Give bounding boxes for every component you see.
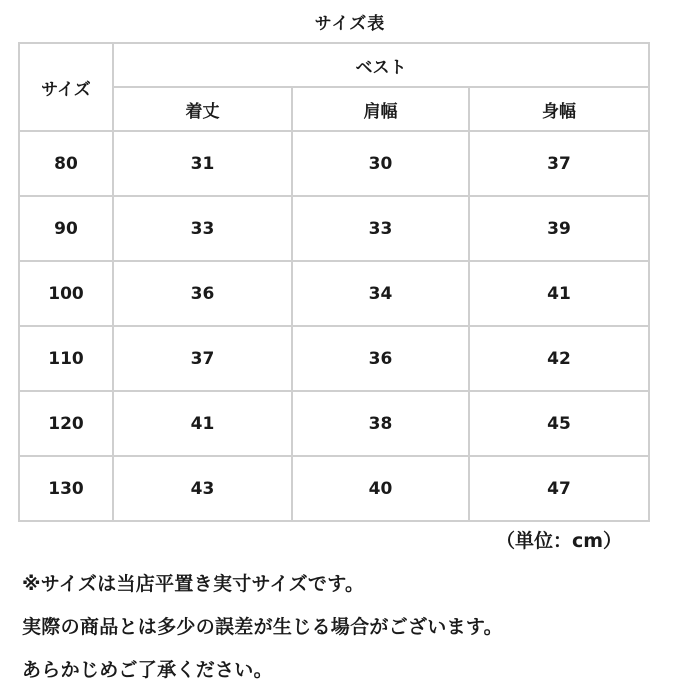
page-title: サイズ表: [314, 14, 386, 34]
shoulder-cell: 33: [292, 196, 469, 261]
size-cell: 90: [19, 196, 113, 261]
size-column-header: サイズ: [19, 43, 113, 131]
unit-label: （単位：cm）: [496, 530, 623, 552]
shoulder-cell: 34: [292, 261, 469, 326]
shoulder-cell: 38: [292, 391, 469, 456]
note-line: 実際の商品とは多少の誤差が生じる場合がございます。: [22, 616, 503, 638]
table-row: [19, 391, 649, 456]
size-cell: 110: [19, 326, 113, 391]
size-cell: 120: [19, 391, 113, 456]
chest-cell: 42: [469, 326, 649, 391]
vest-group-header: ベスト: [113, 43, 649, 87]
note-line: ※サイズは当店平置き実寸サイズです。: [22, 573, 365, 595]
shoulder-cell: 36: [292, 326, 469, 391]
table-subheader-row: [19, 87, 649, 131]
table-row: [19, 261, 649, 326]
note-line: あらかじめご了承ください。: [22, 659, 273, 681]
table-row: [19, 131, 649, 196]
size-table: [18, 42, 650, 522]
chest-cell: 45: [469, 391, 649, 456]
table-row: [19, 456, 649, 521]
chest-cell: 39: [469, 196, 649, 261]
size-cell: 80: [19, 131, 113, 196]
length-cell: 36: [113, 261, 292, 326]
length-cell: 31: [113, 131, 292, 196]
table-row: [19, 326, 649, 391]
length-cell: 37: [113, 326, 292, 391]
length-cell: 41: [113, 391, 292, 456]
chest-cell: 37: [469, 131, 649, 196]
table-header-row: [19, 43, 649, 87]
length-cell: 43: [113, 456, 292, 521]
size-cell: 100: [19, 261, 113, 326]
chest-cell: 41: [469, 261, 649, 326]
column-header-length: 着丈: [113, 87, 292, 131]
column-header-chest: 身幅: [469, 87, 649, 131]
shoulder-cell: 40: [292, 456, 469, 521]
table-row: [19, 196, 649, 261]
chest-cell: 47: [469, 456, 649, 521]
shoulder-cell: 30: [292, 131, 469, 196]
column-header-shoulder: 肩幅: [292, 87, 469, 131]
length-cell: 33: [113, 196, 292, 261]
size-cell: 130: [19, 456, 113, 521]
